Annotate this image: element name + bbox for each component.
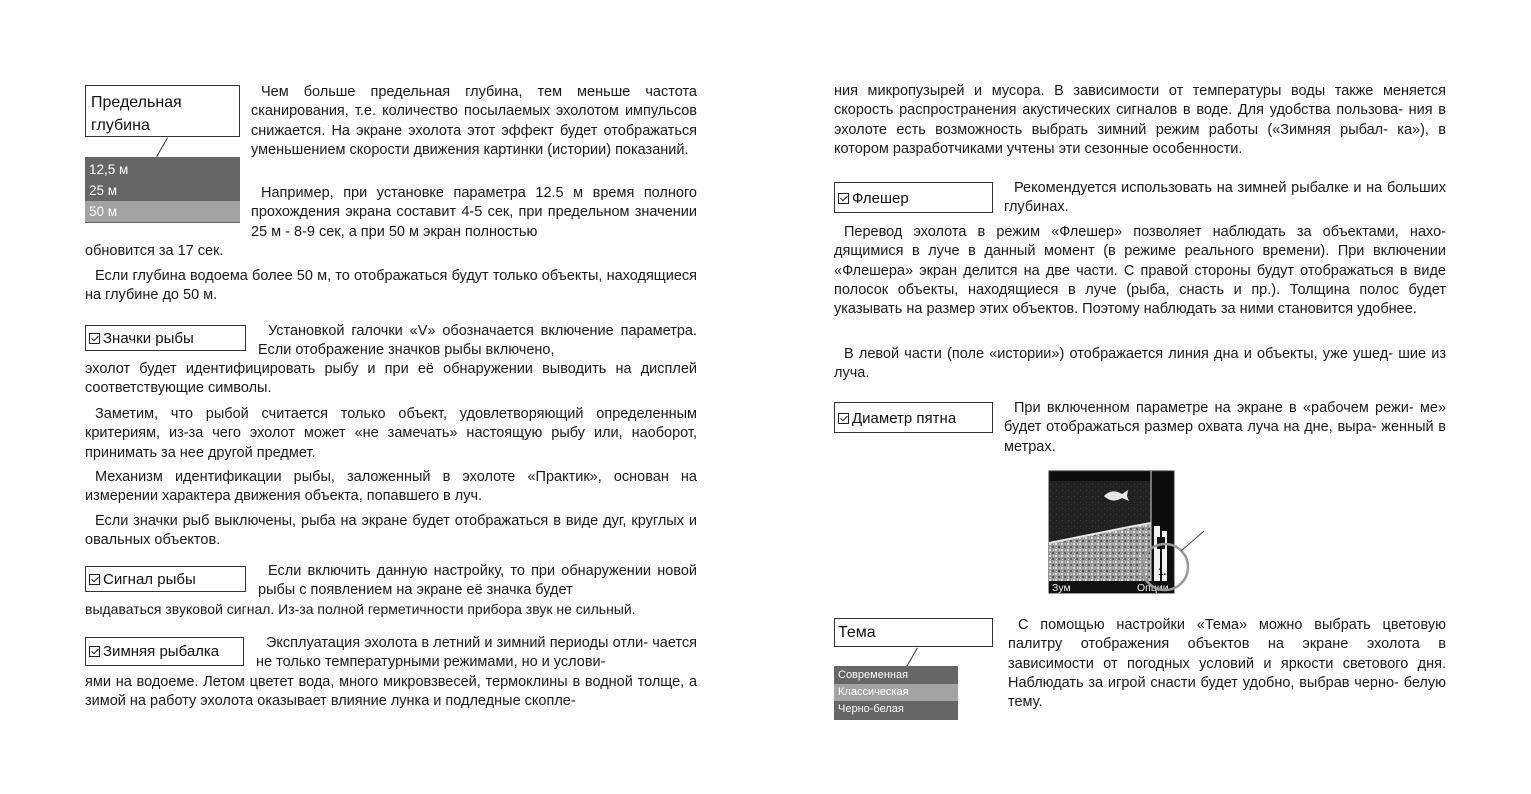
depth-text-1: Чем больше предельная глубина, тем меньше частота сканирования, т.е. количество посылаемых эхолотом импульсов снижается. На экране эхолота этот эффект будет отображаться уменьшением скорости движения картинки (истории) показаний. xyxy=(251,84,697,158)
depth-option-selected[interactable]: 50 м xyxy=(85,201,240,222)
depth-option[interactable]: 25 м xyxy=(89,183,118,198)
spot-diameter-setting-box[interactable] xyxy=(834,402,993,433)
flasher-label: Флешер xyxy=(852,190,909,207)
sonar-screen-illustration xyxy=(1049,471,1174,593)
depth-text-2: Например, при установке параметра 12.5 м время полного прохождения экрана составит 4-5 сек, при предельном значении 25 м - 8-9 сек, а при 50 м экран полностью xyxy=(251,185,697,240)
depth-options-menu[interactable] xyxy=(85,157,240,223)
flasher-text-2: Перевод эхолота в режим «Флешер» позволяет наблюдать за объектами, нахо- дящимися в луче в данный момент (в режиме реального времени). При включении «Флешера» экран делится на две части. С правой стороны будут отображаться в виде полосок объекты, находящиеся в луче (рыба, снасть и пр.). Толщина полос будет указывать на размер этих объектов. Поэтому наблюдать за ними становится удобнее. xyxy=(834,224,1446,318)
fish-icons-text-2: Заметим, что рыбой считается только объект, удовлетворяющий определенным критериям, из-за чего эхолот может «не замечать» настоящую рыбу или, наоборот, принимать за нее другой предмет. xyxy=(85,406,697,461)
sonar-screen-graphic xyxy=(1049,471,1209,596)
checkbox-checked-icon[interactable] xyxy=(838,193,849,204)
checkbox-checked-icon[interactable] xyxy=(838,413,849,424)
depth-setting-box[interactable] xyxy=(85,85,240,137)
depth-setting-label-line2: глубина xyxy=(91,117,150,134)
fish-icons-setting-box[interactable] xyxy=(85,325,246,351)
theme-leader-line xyxy=(906,648,918,668)
theme-option[interactable]: Черно-белая xyxy=(838,703,904,715)
theme-text: С помощью настройки «Тема» можно выбрать цветовую палитру отображения объектов на экране эхолота в зависимости от погодных условий и яркости светового дня. Наблюдать за игрой снасти будет удобно, выбрав черно- белую тему. xyxy=(1008,617,1446,711)
checkbox-checked-icon[interactable] xyxy=(89,333,100,344)
checkbox-checked-icon[interactable] xyxy=(89,574,100,585)
depth-leader-line xyxy=(156,138,168,158)
fish-icons-label: Значки рыбы xyxy=(103,330,194,347)
flasher-setting-box[interactable] xyxy=(834,182,993,213)
flasher-text-3: В левой части (поле «истории») отображается линия дна и объекты, уже ушед- шие из луча. xyxy=(834,346,1446,382)
spot-diameter-value: 1.5 xyxy=(1158,567,1172,578)
fish-icons-text-1b: эхолот будет идентифицировать рыбу и при её обнаружении выводить на дисплей соответствующие символы. xyxy=(85,361,697,397)
spot-diameter-label: Диаметр пятна xyxy=(852,410,957,427)
fish-icons-text-3: Механизм идентификации рыбы, заложенный в эхолоте «Практик», основан на измерении характера движения объекта, попавшего в луч. xyxy=(85,469,697,505)
fish-icons-text-1: Установкой галочки «V» обозначается включение параметра. Если отображение значков рыбы включено, xyxy=(258,323,697,359)
theme-options-menu[interactable] xyxy=(834,666,958,720)
fish-signal-setting-box[interactable] xyxy=(85,566,246,592)
checkbox-checked-icon[interactable] xyxy=(89,646,100,657)
depth-setting-label-line1: Предельная xyxy=(91,94,182,111)
sonar-zoom-label[interactable]: Зум xyxy=(1052,582,1071,594)
fish-signal-label: Сигнал рыбы xyxy=(103,571,196,588)
winter-text-1: Эксплуатация эхолота в летний и зимний периоды отли- чается не только температурными режимами, но и услови- xyxy=(256,635,697,671)
depth-text-3: Если глубина водоема более 50 м, то отображаться будут только объекты, находящиеся на глубине до 50 м. xyxy=(85,268,698,304)
winter-fishing-setting-box[interactable] xyxy=(85,637,244,666)
fish-signal-text-2: выдаваться звуковой сигнал. Из-за полной герметичности прибора звук не сильный. xyxy=(85,601,636,617)
winter-text-2: ями на водоеме. Летом цветет вода, много микровзвесей, термоклины в водной толще, а зимой на работу эхолота оказывает влияние лунка и подледные скопле- xyxy=(85,674,698,710)
theme-option[interactable]: Современная xyxy=(838,669,909,681)
fish-signal-text-1: Если включить данную настройку, то при обнаружении новой рыбы с появлением на экране её значка будет xyxy=(258,563,698,599)
fish-icons-text-4: Если значки рыб выключены, рыба на экране будет отображаться в виде дуг, круглых и овальных объектов. xyxy=(85,513,698,549)
theme-setting-box[interactable] xyxy=(834,618,993,647)
flasher-text-1: Рекомендуется использовать на зимней рыбалке и на больших глубинах. xyxy=(1004,180,1446,216)
spot-diameter-text: При включенном параметре на экране в «рабочем режи- ме» будет отображаться размер охвата луча на дне, выра- женный в метрах. xyxy=(1004,400,1447,455)
sonar-options-label[interactable]: Опции xyxy=(1137,582,1169,594)
winter-continuation-text: ния микропузырей и мусора. В зависимости от температуры воды также меняется скорость распространения акустических сигналов в воде. Для удобства пользова- ния в эхолоте есть возможность выбрать зимний режим работы («Зимняя рыбал- ка»), в котором разработчиками учтены эти сезонные особенности. xyxy=(834,83,1446,157)
theme-label: Тема xyxy=(838,624,876,641)
winter-fishing-label: Зимняя рыбалка xyxy=(103,643,220,660)
theme-option-selected[interactable]: Классическая xyxy=(834,684,958,701)
depth-option[interactable]: 12,5 м xyxy=(89,162,129,177)
leader-line xyxy=(1181,531,1204,551)
depth-text-2-end: обновится за 17 сек. xyxy=(85,243,224,259)
